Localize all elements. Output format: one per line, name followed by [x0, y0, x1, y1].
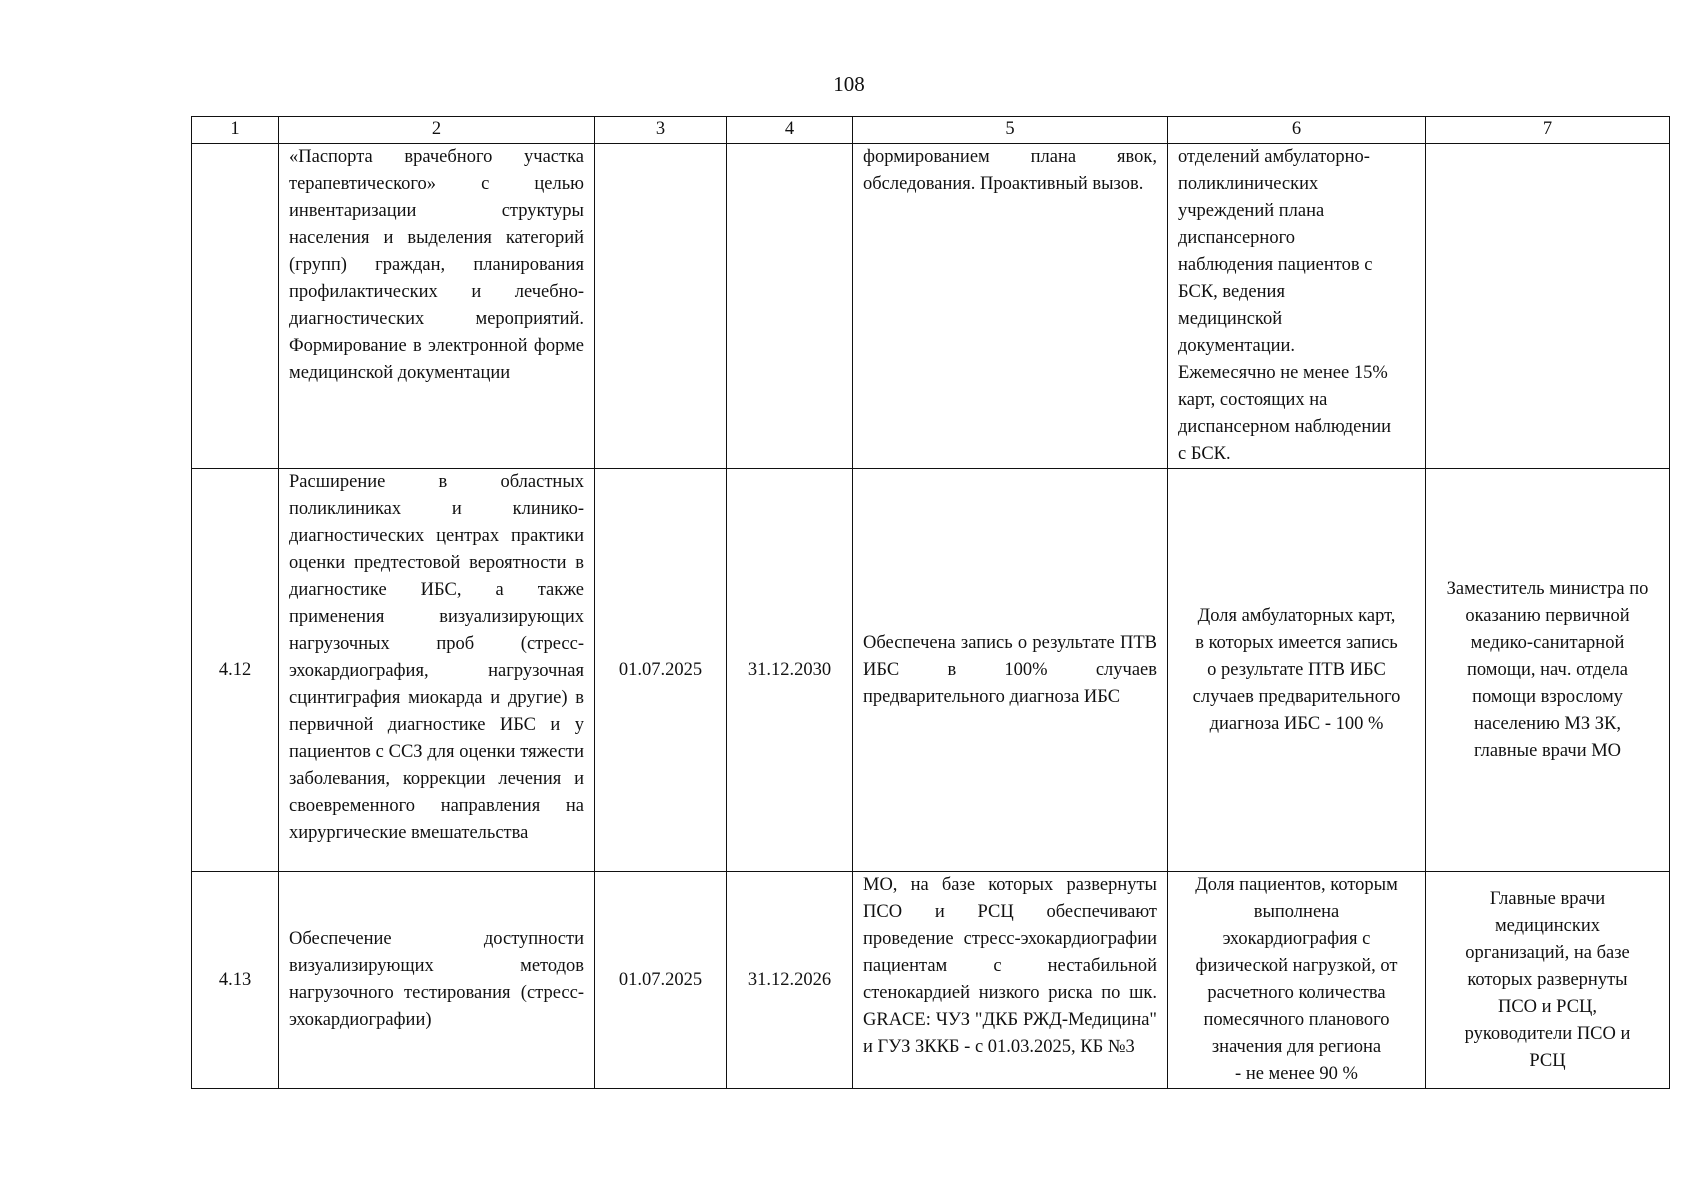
- cell-end-date: 31.12.2026: [727, 872, 853, 1089]
- cell-indicator: Доля амбулаторных карт, в которых имеется запись о результате ПТВ ИБС случаев предварительного диагноза ИБС - 100 %: [1168, 469, 1426, 872]
- page-number: 108: [833, 72, 865, 96]
- cell-indicator: отделений амбулаторно- поликлинических учреждений плана диспансерного наблюдения пациентов с БСК, ведения медицинской документации. Ежемесячно не менее 15% карт, состоящих на диспансерном наблюдении с БСК.: [1168, 144, 1426, 469]
- column-header-2: 2: [279, 117, 595, 144]
- table-row: [192, 872, 1670, 1089]
- cell-number: 4.13: [192, 872, 279, 1089]
- column-header-6: 6: [1168, 117, 1426, 144]
- column-header-4: 4: [727, 117, 853, 144]
- column-header-1: 1: [192, 117, 279, 144]
- cell-result: Обеспечена запись о результате ПТВ ИБС в 100% случаев предварительного диагноза ИБС: [853, 469, 1168, 872]
- header-row: [192, 117, 1670, 144]
- cell-event: «Паспорта врачебного участка терапевтического» с целью инвентаризации структуры населения и выделения категорий (групп) граждан, планирования профилактических и лечебно-диагностических мероприятий. Формирование в электронной форме медицинской документации: [279, 144, 595, 469]
- cell-start-date: 01.07.2025: [595, 469, 727, 872]
- plan-table: [191, 116, 1670, 1089]
- table-row: [192, 469, 1670, 872]
- cell-end-date: [727, 144, 853, 469]
- cell-number: 4.12: [192, 469, 279, 872]
- cell-event: Расширение в областных поликлиниках и клинико-диагностических центрах практики оценки предтестовой вероятности в диагностике ИБС, а также применения визуализирующих нагрузочных проб (стресс-эхокардиография, нагрузочная сцинтиграфия миокарда и другие) в первичной диагностике ИБС и у пациентов с ССЗ для оценки тяжести заболевания, коррекции лечения и своевременного направления на хирургические вмешательства: [279, 469, 595, 872]
- cell-event: Обеспечение доступности визуализирующих методов нагрузочного тестирования (стресс-эхокардиографии): [279, 872, 595, 1089]
- cell-responsible: Главные врачи медицинских организаций, на базе которых развернуты ПСО и РСЦ, руководители ПСО и РСЦ: [1426, 872, 1670, 1089]
- cell-result: формированием плана явок, обследования. Проактивный вызов.: [853, 144, 1168, 469]
- column-header-7: 7: [1426, 117, 1670, 144]
- cell-result: МО, на базе которых развернуты ПСО и РСЦ обеспечивают проведение стресс-эхокардиографии пациентам с нестабильной стенокардией низкого риска по шк. GRACE: ЧУЗ "ДКБ РЖД-Медицина" и ГУЗ ЗККБ - с 01.03.2025, КБ №3: [853, 872, 1168, 1089]
- cell-responsible: [1426, 144, 1670, 469]
- cell-indicator: Доля пациентов, которым выполнена эхокардиография с физической нагрузкой, от расчетного количества помесячного планового значения для региона - не менее 90 %: [1168, 872, 1426, 1089]
- cell-end-date: 31.12.2030: [727, 469, 853, 872]
- cell-start-date: [595, 144, 727, 469]
- cell-responsible: Заместитель министра по оказанию первичной медико-санитарной помощи, нач. отдела помощи взрослому населению МЗ ЗК, главные врачи МО: [1426, 469, 1670, 872]
- table-row: [192, 144, 1670, 469]
- cell-start-date: 01.07.2025: [595, 872, 727, 1089]
- column-header-3: 3: [595, 117, 727, 144]
- cell-number: [192, 144, 279, 469]
- column-header-5: 5: [853, 117, 1168, 144]
